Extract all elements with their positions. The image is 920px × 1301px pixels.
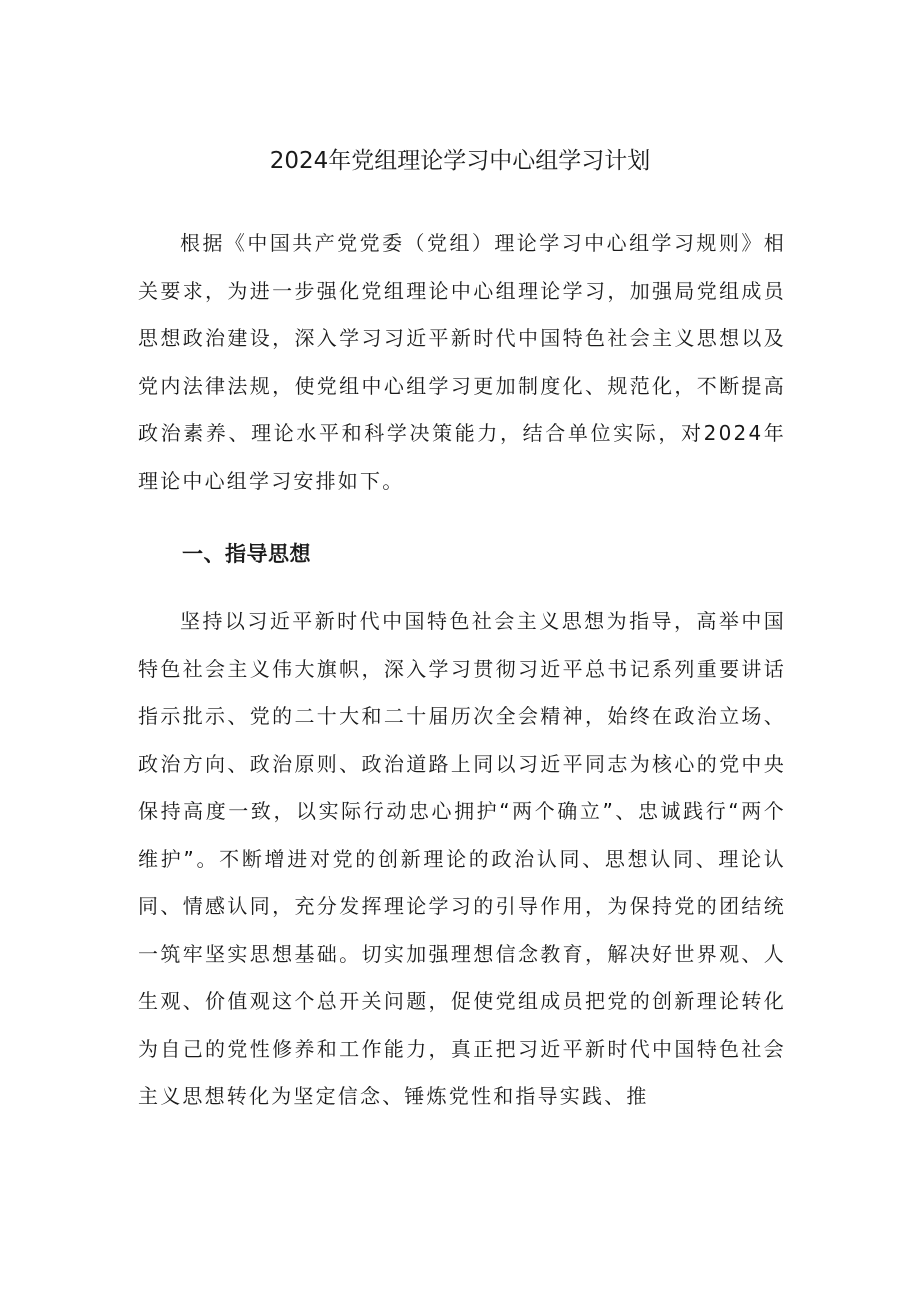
section-heading-guiding-thought: 一、指导思想 [182,542,311,566]
document-title: 2024年党组理论学习中心组学习计划 [269,148,651,174]
intro-paragraph: 根据《中国共产党党委（党组）理论学习中心组学习规则》相关要求，为进一步强化党组理论中心组理论学习，加强局党组成员思想政治建设，深入学习习近平新时代中国特色社会主义思想以及党内法律法规，使党组中心组学习更加制度化、规范化，不断提高政治素养、理论水平和科学决策能力，结合单位实际，对2024年理论中心组学习安排如下。 [138,231,786,493]
guiding-thought-paragraph: 坚持以习近平新时代中国特色社会主义思想为指导，高举中国特色社会主义伟大旗帜，深入学习贯彻习近平总书记系列重要讲话指示批示、党的二十大和二十届历次全会精神，始终在政治立场、政治方向、政治原则、政治道路上同以习近平同志为核心的党中央保持高度一致，以实际行动忠心拥护“两个确立”、忠诚践行“两个维护”。不断增进对党的创新理论的政治认同、思想认同、理论认同、情感认同，充分发挥理论学习的引导作用，为保持党的团结统一筑牢坚实思想基础。切实加强理想信念教育，解决好世界观、人生观、价值观这个总开关问题，促使党组成员把党的创新理论转化为自己的党性修养和工作能力，真正把习近平新时代中国特色社会主义思想转化为坚定信念、锤炼党性和指导实践、推 [138,609,786,1108]
